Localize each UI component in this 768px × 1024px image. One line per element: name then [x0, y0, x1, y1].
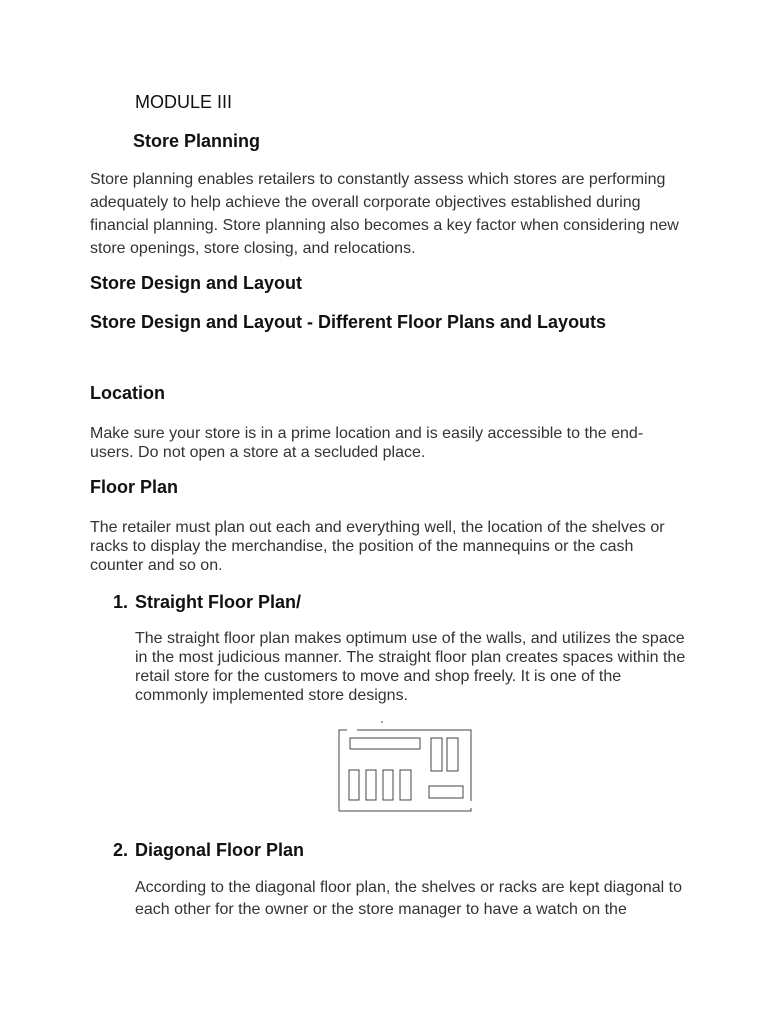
heading-straight-floor-plan [113, 592, 301, 613]
list-heading-text: Straight Floor Plan/ [135, 592, 302, 612]
heading-store-design: Store Design and Layout [90, 273, 303, 293]
shelf-vertical-bottom-1 [349, 770, 359, 800]
straight-floor-plan-diagram [333, 716, 477, 816]
heading-floor-plan: Floor Plan [90, 477, 179, 497]
cash-counter [429, 786, 463, 798]
heading-location: Location [90, 383, 165, 403]
section-title: Store Planning [133, 131, 261, 151]
shelf-vertical-bottom-4 [400, 770, 411, 800]
shelf-vertical-bottom-2 [366, 770, 376, 800]
heading-floor-plans-layouts: Store Design and Layout - Different Floor Plans and Layouts [90, 312, 607, 332]
shelf-vertical-bottom-3 [383, 770, 393, 800]
location-paragraph: Make sure your store is in a prime location and is easily accessible to the end-users. Do not open a store at a secluded place. [90, 425, 644, 461]
list-number: 2. [113, 840, 129, 860]
straight-floor-plan-paragraph: The straight floor plan makes optimum use of the walls, and utilizes the space in the most judicious manner. The straight floor plan creates spaces within the retail store for the customers to move and shop freely. It is one of the commonly implemented store designs. [135, 630, 686, 704]
heading-diagonal-floor-plan [113, 840, 304, 861]
intro-paragraph: Store planning enables retailers to constantly assess which stores are performing adequately to help achieve the overall corporate objectives established during financial planning. Store planning also becomes a key factor when considering new store openings, store closing, and relocations. [90, 171, 679, 257]
floor-plan-paragraph: The retailer must plan out each and everything well, the location of the shelves or racks to display the merchandise, the position of the mannequins or the cash counter and so on. [90, 519, 665, 574]
list-heading-text: Diagonal Floor Plan [135, 840, 305, 860]
shelf-horizontal-top [350, 738, 420, 749]
diagonal-floor-plan-paragraph: According to the diagonal floor plan, the shelves or racks are kept diagonal to each other for the owner or the store manager to have a watch on the [135, 879, 682, 918]
shelf-vertical-right-2 [447, 738, 458, 771]
module-title: MODULE III [135, 92, 233, 112]
list-number: 1. [113, 592, 129, 612]
shelf-vertical-right-1 [431, 738, 442, 771]
